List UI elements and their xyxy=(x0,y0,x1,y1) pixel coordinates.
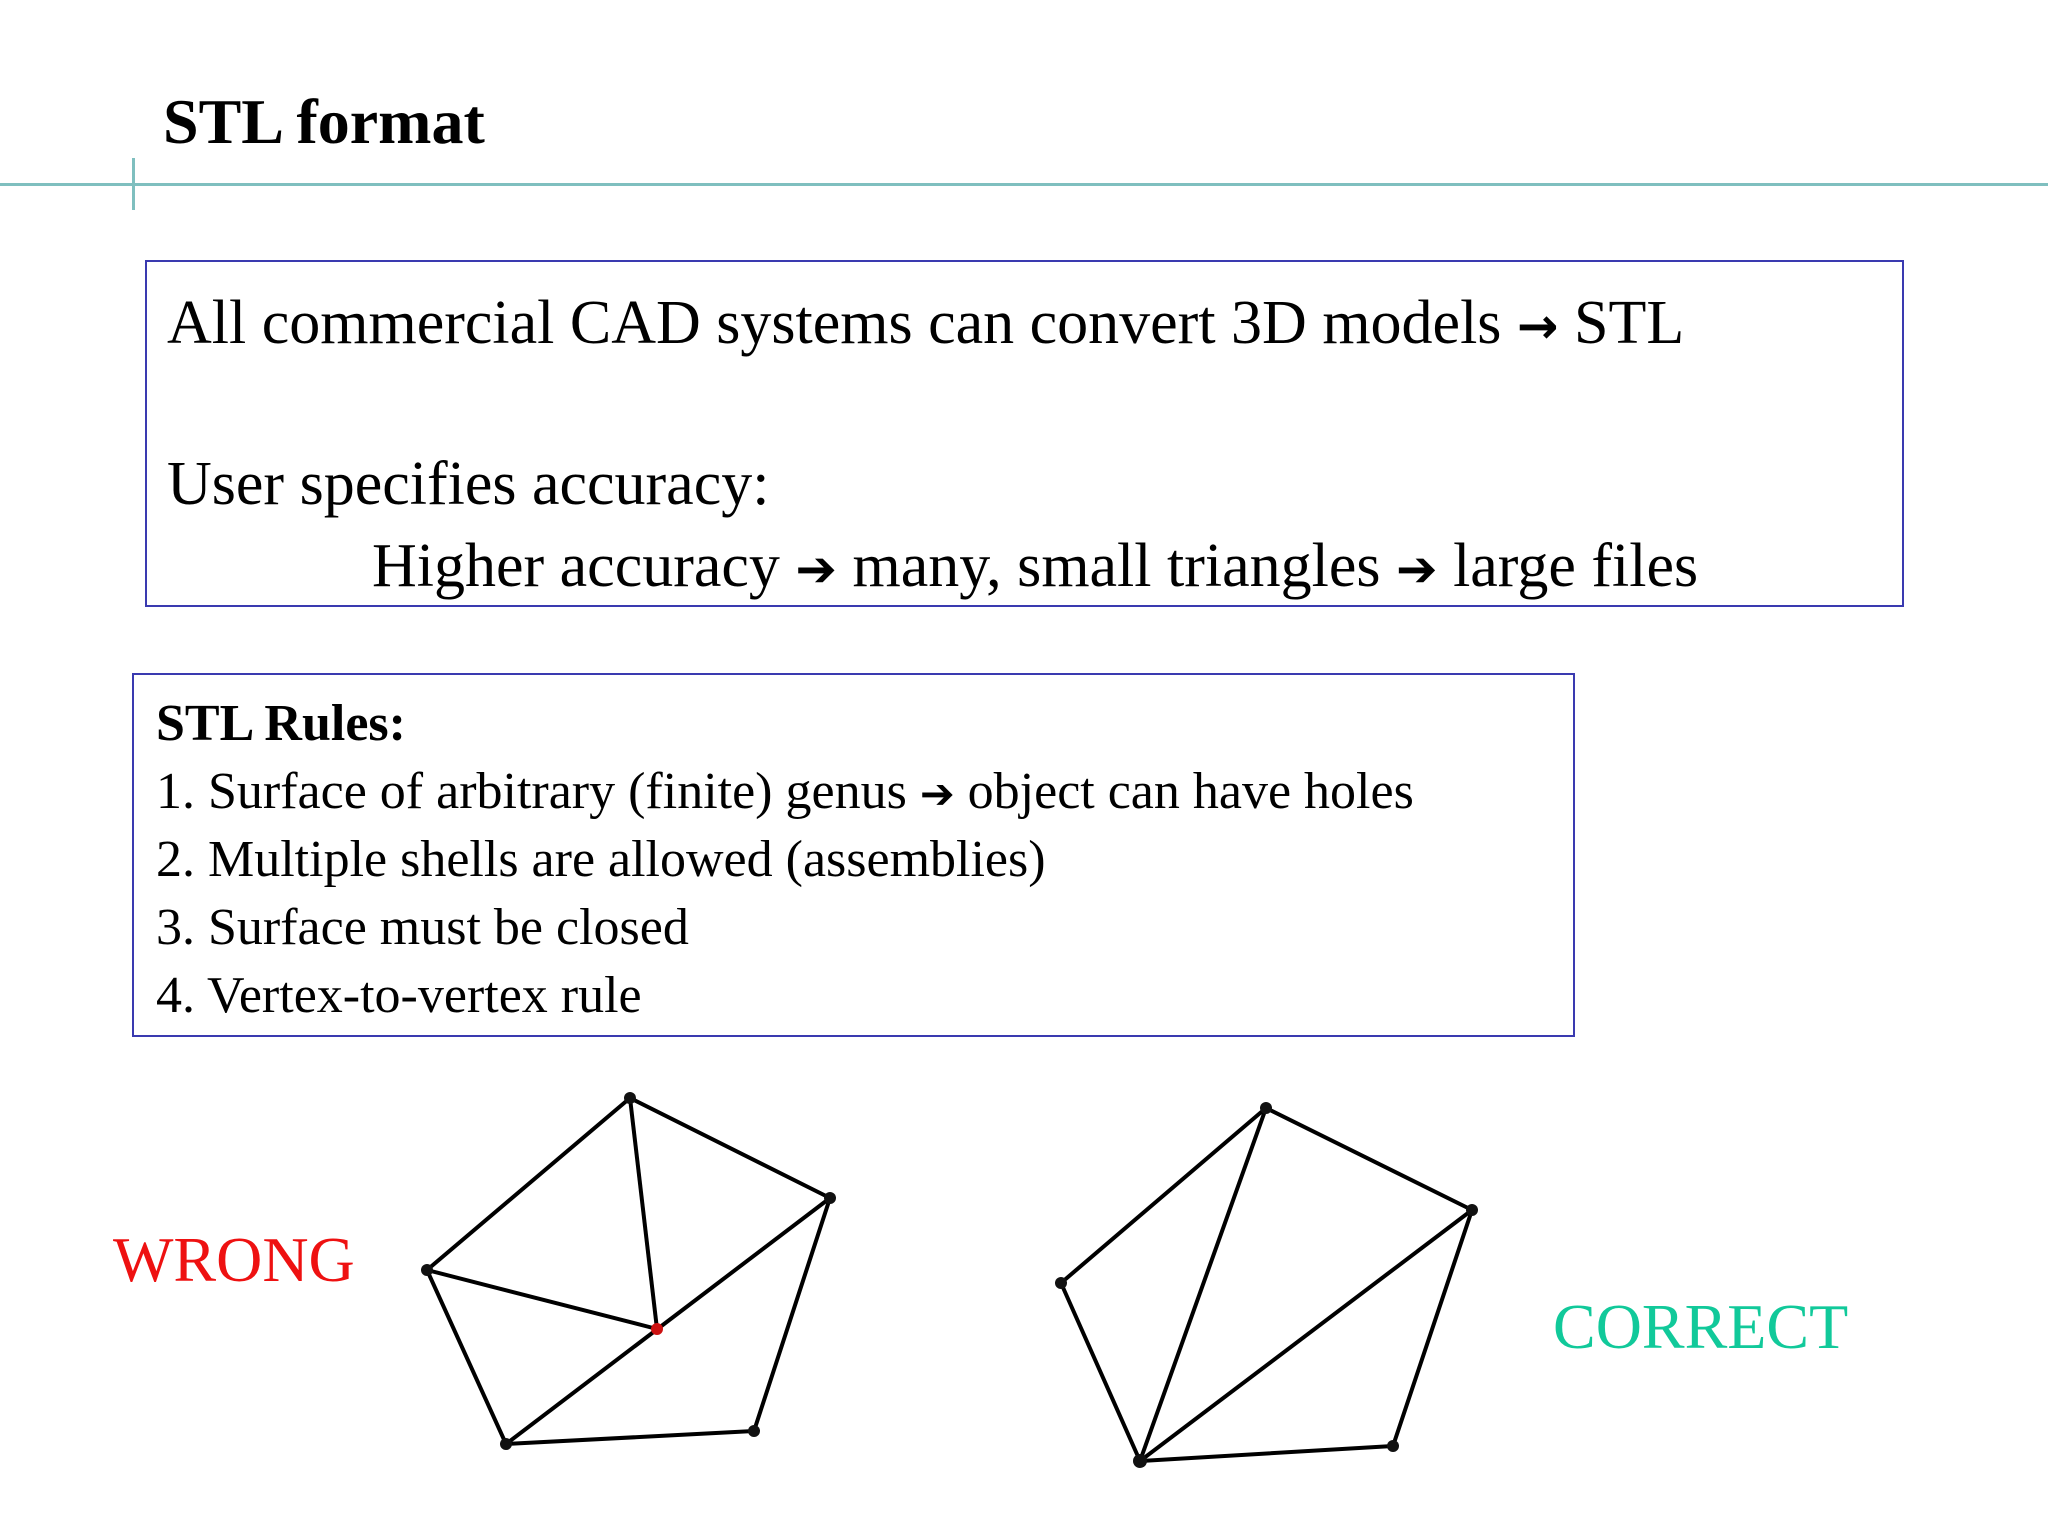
vertex xyxy=(824,1192,836,1204)
wrong-edge xyxy=(427,1270,657,1329)
vertex xyxy=(1133,1454,1147,1468)
vertex xyxy=(421,1264,433,1276)
vertex xyxy=(1387,1440,1399,1452)
rule-item-4: 4. Vertex-to-vertex rule xyxy=(156,967,642,1024)
cad-line-3-a: Higher accuracy xyxy=(372,532,780,600)
cad-line-2: User specifies accuracy: xyxy=(167,450,770,518)
arrow-icon: ➔ xyxy=(795,540,837,598)
correct-label: CORRECT xyxy=(1553,1291,1849,1362)
vertex xyxy=(748,1425,760,1437)
cad-line-1-text: All commercial CAD systems can convert 3D models xyxy=(167,289,1502,357)
cad-line-3-b: many, small triangles xyxy=(852,532,1381,600)
vertex xyxy=(1260,1102,1272,1114)
wrong-edge xyxy=(630,1098,657,1329)
correct-outline xyxy=(1061,1108,1472,1461)
bad-vertex xyxy=(651,1323,663,1335)
correct-edge xyxy=(1140,1210,1472,1461)
slide-title: STL format xyxy=(163,86,485,157)
wrong-triangulation xyxy=(427,1098,830,1444)
wrong-label: WRONG xyxy=(113,1224,355,1295)
arrow-icon: ➔ xyxy=(919,769,955,818)
vertex xyxy=(1466,1204,1478,1216)
rules-heading: STL Rules: xyxy=(156,695,406,752)
wrong-edge xyxy=(506,1198,830,1444)
rule-item-3: 3. Surface must be closed xyxy=(156,899,689,956)
rule-item-2: 2. Multiple shells are allowed (assemblies) xyxy=(156,831,1046,888)
vertex xyxy=(500,1438,512,1450)
cad-line-3-c: large files xyxy=(1453,532,1699,600)
vertex xyxy=(1055,1277,1067,1289)
arrow-icon: ➔ xyxy=(1396,540,1438,598)
arrow-icon: → xyxy=(1516,297,1559,355)
rule-item-1-text: 1. Surface of arbitrary (finite) genus xyxy=(156,763,907,820)
correct-triangulation xyxy=(1061,1108,1472,1461)
rule-item-1-end: object can have holes xyxy=(967,763,1414,820)
wrong-outline xyxy=(427,1098,830,1444)
vertex xyxy=(624,1092,636,1104)
cad-line-1-end: STL xyxy=(1574,289,1685,357)
